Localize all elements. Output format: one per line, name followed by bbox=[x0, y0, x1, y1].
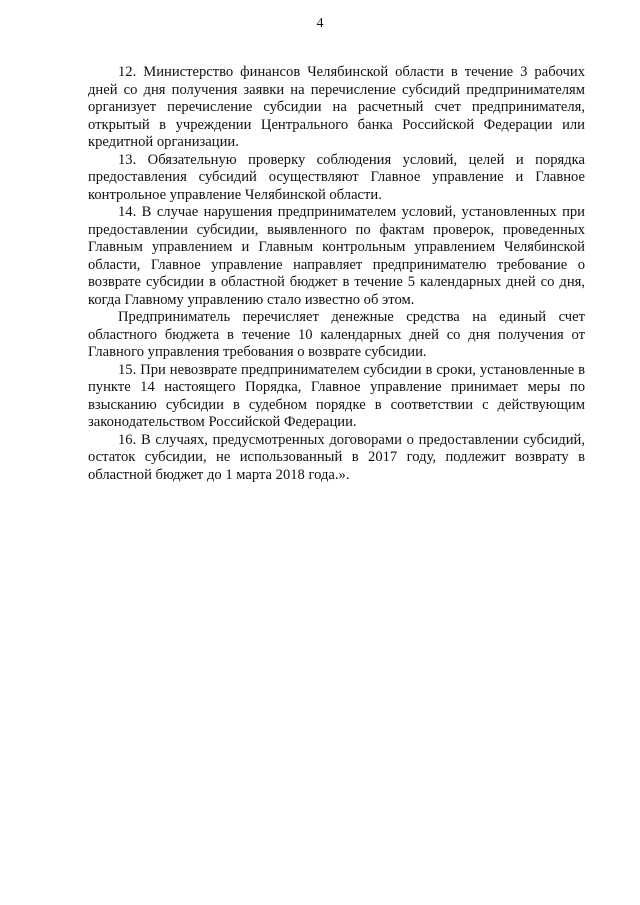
document-body bbox=[88, 64, 585, 484]
paragraph-14-continuation: Предприниматель перечисляет денежные средства на единый счет областного бюджета в течение 10 календарных дней со дня получения от Главного управления требования о возврате субсидии. bbox=[88, 309, 585, 360]
paragraph-12: 12. Министерство финансов Челябинской области в течение 3 рабочих дней со дня получения заявки на перечисление субсидий предпринимателям организует перечисление субсидии на расчетный счет предпринимателя, открытый в учреждении Центрального банка Российской Федерации или кредитной организации. bbox=[88, 64, 585, 150]
paragraph-13: 13. Обязательную проверку соблюдения условий, целей и порядка предоставления субсидий осуществляют Главное управление и Главное контрольное управление Челябинской области. bbox=[88, 151, 585, 203]
paragraph-14: 14. В случае нарушения предпринимателем условий, установленных при предоставлении субсидии, выявленного по фактам проверок, проведенных Главным управлением и Главным контрольным управлением Челябинской области, Главное управление направляет предпринимателю требование о возврате субсидии в областной бюджет в течение 5 календарных дней со дня, когда Главному управлению стало известно об этом. bbox=[88, 204, 585, 308]
paragraph-15: 15. При невозврате предпринимателем субсидии в сроки, установленные в пункте 14 настоящего Порядка, Главное управление принимает меры по взысканию субсидии в судебном порядке в соответствии с действующим законодательством Российской Федерации. bbox=[88, 361, 585, 430]
paragraph-16: 16. В случаях, предусмотренных договорами о предоставлении субсидий, остаток субсидии, не использованный в 2017 году, подлежит возврату в областной бюджет до 1 марта 2018 года.». bbox=[88, 431, 585, 483]
page-number: 4 bbox=[316, 16, 324, 31]
